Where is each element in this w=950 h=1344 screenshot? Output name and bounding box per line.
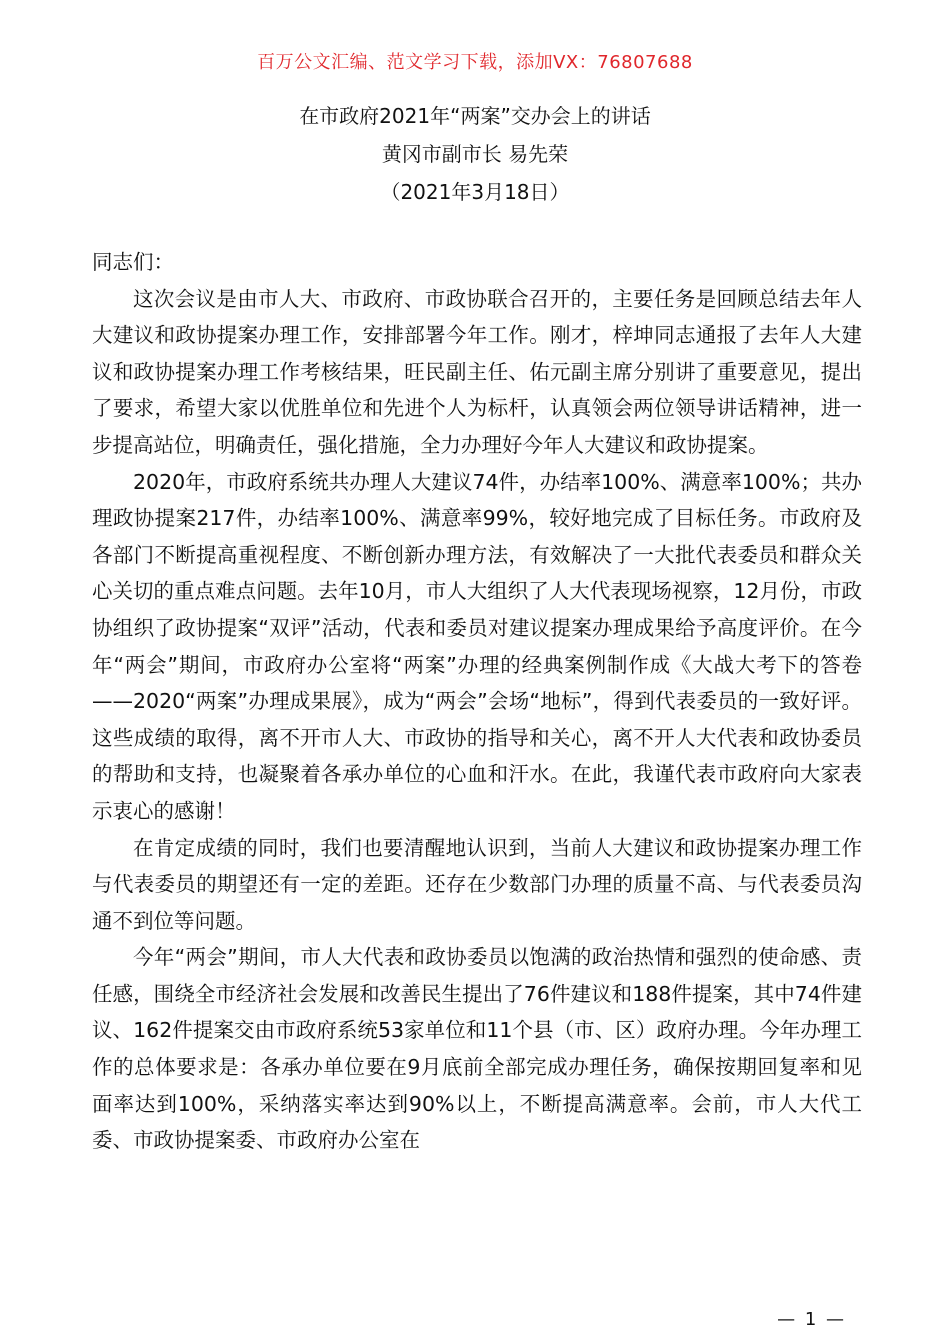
- paragraph: 2020年，市政府系统共办理人大建议74件，办结率100%、满意率100%；共办理政协提案217件，办结率100%、满意率99%，较好地完成了目标任务。市政府及各部门不断提高重视程度、不断创新办理方法，有效解决了一大批代表委员和群众关心关切的重点难点问题。去年10月，市人大组织了人大代表现场视察，12月份，市政协组织了政协提案“双评”活动，代表和委员对建议提案办理成果给予高度评价。在今年“两会”期间，市政府办公室将“两案”办理的经典案例制作成《大战大考下的答卷——2020“两案”办理成果展》，成为“两会”会场“地标”，得到代表委员的一致好评。这些成绩的取得，离不开市人大、市政协的指导和关心，离不开人大代表和政协委员的帮助和支持，也凝聚着各承办单位的心血和汗水。在此，我谨代表市政府向大家表示衷心的感谢！: [92, 469, 862, 823]
- document-body: [92, 244, 862, 1159]
- paragraph: 今年“两会”期间，市人大代表和政协委员以饱满的政治热情和强烈的使命感、责任感，围绕全市经济社会发展和改善民生提出了76件建议和188件提案，其中74件建议、162件提案交由市政府系统53家单位和11个县（市、区）政府办理。今年办理工作的总体要求是：各承办单位要在9月底前全部完成办理任务，确保按期回复率和见面率达到100%，采纳落实率达到90%以上，不断提高满意率。会前，市人大代工委、市政协提案委、市政府办公室在: [92, 945, 862, 1153]
- document-date: （2021年3月18日）: [380, 180, 570, 204]
- document-author: 黄冈市副市长 易先荣: [381, 142, 569, 166]
- document-title: 在市政府2021年“两案”交办会上的讲话: [299, 104, 651, 128]
- salutation: 同志们：: [92, 250, 174, 274]
- page-number: — 1 —: [777, 1309, 846, 1330]
- paragraph: 在肯定成绩的同时，我们也要清醒地认识到，当前人大建议和政协提案办理工作与代表委员的期望还有一定的差距。还存在少数部门办理的质量不高、与代表委员沟通不到位等问题。: [92, 835, 862, 933]
- header-banner: 百万公文汇编、范文学习下载，添加VX：76807688: [257, 52, 693, 73]
- paragraph: 这次会议是由市人大、市政府、市政协联合召开的，主要任务是回顾总结去年人大建议和政协提案办理工作，安排部署今年工作。刚才，梓坤同志通报了去年人大建议和政协提案办理工作考核结果，旺民副主任、佑元副主席分别讲了重要意见，提出了要求，希望大家以优胜单位和先进个人为标杆，认真领会两位领导讲话精神，进一步提高站位，明确责任，强化措施，全力办理好今年人大建议和政协提案。: [92, 286, 862, 457]
